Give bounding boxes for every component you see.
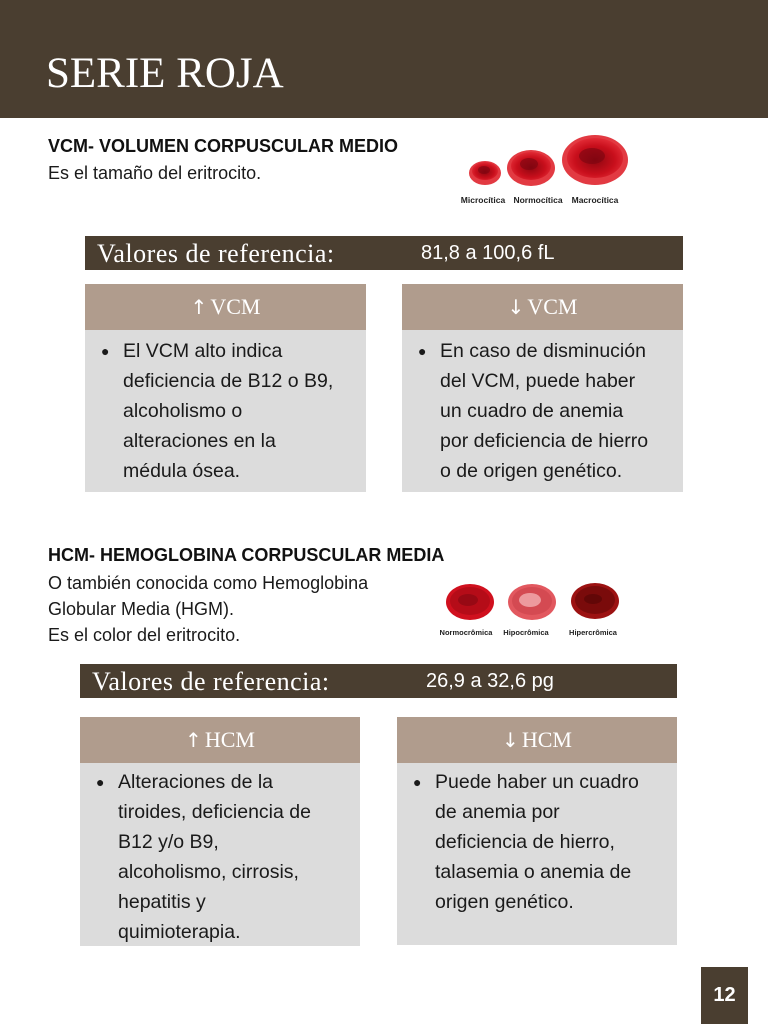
hcm-low-header bbox=[397, 717, 677, 763]
card-text-line: del VCM, puede haber bbox=[440, 370, 636, 392]
page-number: 12 bbox=[701, 967, 748, 1024]
card-text-line: Alteraciones de la bbox=[118, 771, 274, 793]
card-text-line: Puede haber un cuadro bbox=[435, 771, 639, 793]
hcm-description-line: Globular Media (HGM). bbox=[48, 599, 235, 619]
card-text-line: El VCM alto indica bbox=[123, 340, 283, 362]
card-text-line: talasemia o anemia de bbox=[435, 861, 632, 883]
vcm-low-card bbox=[402, 284, 683, 492]
rbc-color-figure bbox=[438, 578, 623, 640]
macrocytic-cell-icon bbox=[562, 135, 628, 185]
card-text-line: alteraciones en la bbox=[123, 430, 276, 452]
vcm-high-title: VCM bbox=[210, 294, 261, 319]
hcm-reference-label: Valores de referencia: bbox=[92, 667, 330, 696]
bullet-icon: ● bbox=[96, 774, 105, 790]
card-text-line: alcoholismo, cirrosis, bbox=[118, 861, 299, 883]
bullet-icon: ● bbox=[101, 343, 110, 359]
macrocytic-label: Macrocítica bbox=[571, 195, 619, 205]
vcm-description-line: Es el tamaño del eritrocito. bbox=[48, 163, 262, 183]
hcm-high-card bbox=[80, 717, 360, 946]
card-text-line: por deficiencia de hierro bbox=[440, 430, 649, 452]
vcm-low-header bbox=[402, 284, 683, 330]
arrow-down-icon: ↓ bbox=[507, 295, 525, 319]
card-text-line: de anemia por bbox=[435, 801, 560, 823]
card-text-line: En caso de disminución bbox=[440, 340, 646, 362]
arrow-up-icon: ↑ bbox=[190, 295, 208, 319]
vcm-low-title: VCM bbox=[527, 294, 578, 319]
bullet-icon: ● bbox=[413, 774, 422, 790]
vcm-title: VCM- VOLUMEN CORPUSCULAR MEDIO bbox=[48, 136, 398, 156]
bullet-icon: ● bbox=[418, 343, 427, 359]
vcm-high-body bbox=[85, 336, 366, 486]
hcm-description bbox=[48, 570, 368, 648]
hcm-high-body bbox=[80, 767, 360, 947]
card-text-line: quimioterapia. bbox=[118, 921, 241, 943]
card-text-line: deficiencia de B12 o B9, bbox=[123, 370, 334, 392]
header-band bbox=[0, 0, 768, 118]
hyperchromic-cell-icon bbox=[571, 583, 619, 619]
card-text-line: B12 y/o B9, bbox=[118, 831, 219, 853]
hcm-low-card bbox=[397, 717, 677, 945]
hcm-reference-bar bbox=[80, 664, 677, 698]
vcm-description bbox=[48, 160, 261, 186]
hcm-high-header bbox=[80, 717, 360, 763]
hcm-low-body bbox=[397, 767, 677, 917]
card-text-line: origen genético. bbox=[435, 891, 574, 913]
microcytic-label: Microcítica bbox=[460, 195, 506, 205]
normocytic-label: Normocítica bbox=[513, 195, 563, 205]
microcytic-cell-icon bbox=[469, 161, 501, 185]
vcm-high-card bbox=[85, 284, 366, 492]
normocytic-cell-icon bbox=[507, 150, 555, 186]
hypochromic-cell-icon bbox=[508, 584, 556, 620]
hyperchromic-label: Hipercrômica bbox=[569, 628, 617, 637]
arrow-up-icon: ↑ bbox=[185, 728, 202, 752]
vcm-high-header bbox=[85, 284, 366, 330]
arrow-down-icon: ↓ bbox=[502, 728, 519, 752]
card-text-line: un cuadro de anemia bbox=[440, 400, 624, 422]
hcm-low-title: HCM bbox=[521, 727, 572, 752]
card-text-line: hepatitis y bbox=[118, 891, 206, 913]
vcm-reference-value: 81,8 a 100,6 fL bbox=[421, 242, 555, 264]
hcm-title: HCM- HEMOGLOBINA CORPUSCULAR MEDIA bbox=[48, 545, 445, 565]
page-title: SERIE ROJA bbox=[46, 50, 284, 97]
normochromic-label: Normocrômica bbox=[439, 628, 493, 637]
hcm-reference-value: 26,9 a 32,6 pg bbox=[426, 670, 554, 692]
card-text-line: o de origen genético. bbox=[440, 460, 623, 482]
card-text-line: deficiencia de hierro, bbox=[435, 831, 615, 853]
card-text-line: médula ósea. bbox=[123, 460, 241, 482]
normochromic-cell-icon bbox=[446, 584, 494, 620]
hcm-high-title: HCM bbox=[204, 727, 255, 752]
rbc-size-figure bbox=[455, 128, 630, 210]
hcm-description-line: O también conocida como Hemoglobina bbox=[48, 573, 369, 593]
vcm-reference-bar bbox=[85, 236, 683, 270]
vcm-low-body bbox=[402, 336, 683, 486]
hcm-description-line: Es el color del eritrocito. bbox=[48, 625, 241, 645]
vcm-reference-label: Valores de referencia: bbox=[97, 239, 335, 268]
card-text-line: tiroides, deficiencia de bbox=[118, 801, 311, 823]
hypochromic-label: Hipocrômica bbox=[503, 628, 549, 637]
card-text-line: alcoholismo o bbox=[123, 400, 243, 422]
